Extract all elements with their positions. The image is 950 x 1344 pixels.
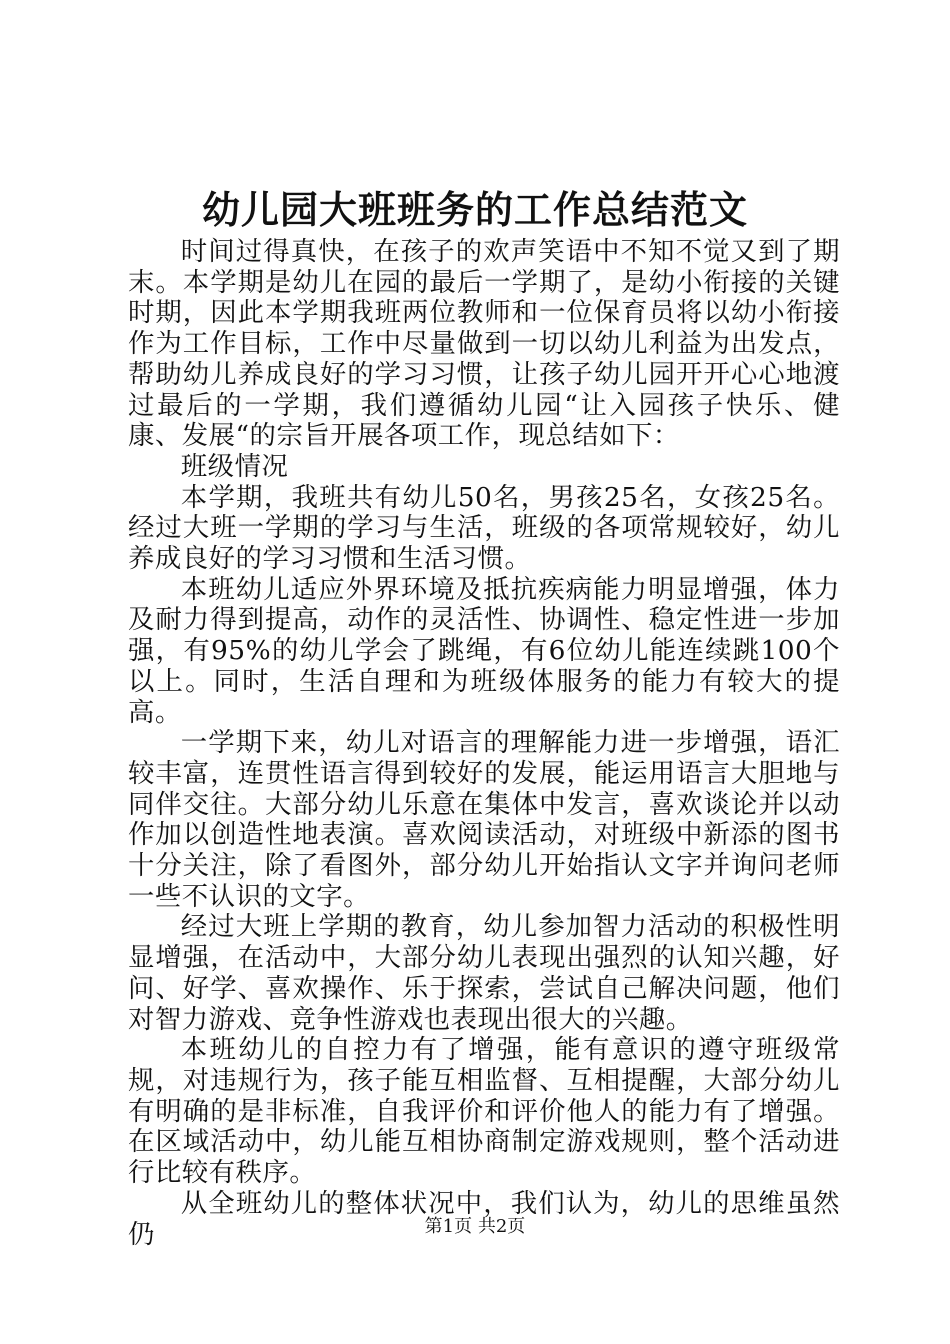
paragraph-language: 一学期下来，幼儿对语言的理解能力进一步增强，语汇较丰富，连贯性语言得到较好的发展，能运用语言大胆地与同伴交往。大部分幼儿乐意在集体中发言，喜欢谈论并以动作加以创造性地表演。喜欢阅读活动，对班级中新添的图书十分关注，除了看图外，部分幼儿开始指认文字并询问老师一些不认识的文字。	[128, 727, 840, 912]
section-heading-class-situation: 班级情况	[180, 450, 289, 482]
document-body	[128, 237, 840, 1250]
document-title: 幼儿园大班班务的工作总结范文	[201, 187, 748, 232]
paragraph-intellect: 经过大班上学期的教育，幼儿参加智力活动的积极性明显增强，在活动中，大部分幼儿表现出强烈的认知兴趣，好问、好学、喜欢操作、乐于探索，尝试自己解决问题，他们对智力游戏、竞争性游戏也表现出很大的兴趣。	[128, 911, 840, 1035]
paragraph-self-control: 本班幼儿的自控力有了增强，能有意识的遵守班级常规，对违规行为，孩子能互相监督、互相提醒，大部分幼儿有明确的是非标准，自我评价和评价他人的能力有了增强。在区域活动中，幼儿能互相协商制定游戏规则，整个活动进行比较有秩序。	[128, 1034, 840, 1189]
paragraph-intro: 时间过得真快，在孩子的欢声笑语中不知不觉又到了期末。本学期是幼儿在园的最后一学期了，是幼小衔接的关键时期，因此本学期我班两位教师和一位保育员将以幼小衔接作为工作目标，工作中尽量做到一切以幼儿利益为出发点，帮助幼儿养成良好的学习习惯，让孩子幼儿园开开心心地渡过最后的一学期，我们遵循幼儿园“让入园孩子快乐、健康、发展“的宗旨开展各项工作，现总结如下：	[128, 236, 840, 452]
page-footer: 第1页 共2页	[424, 1216, 526, 1237]
paragraph-thinking: 从全班幼儿的整体状况中，我们认为，幼儿的思维虽然仍	[128, 1187, 840, 1250]
paragraph-class-size: 本学期，我班共有幼儿50名，男孩25名，女孩25名。经过大班一学期的学习与生活，班级的各项常规较好，幼儿养成良好的学习习惯和生活习惯。	[128, 481, 840, 575]
paragraph-physical-ability: 本班幼儿适应外界环境及抵抗疾病能力明显增强，体力及耐力得到提高，动作的灵活性、协调性、稳定性进一步加强，有95%的幼儿学会了跳绳，有6位幼儿能连续跳100个以上。同时，生活自理和为班级体服务的能力有较大的提高。	[128, 573, 840, 728]
